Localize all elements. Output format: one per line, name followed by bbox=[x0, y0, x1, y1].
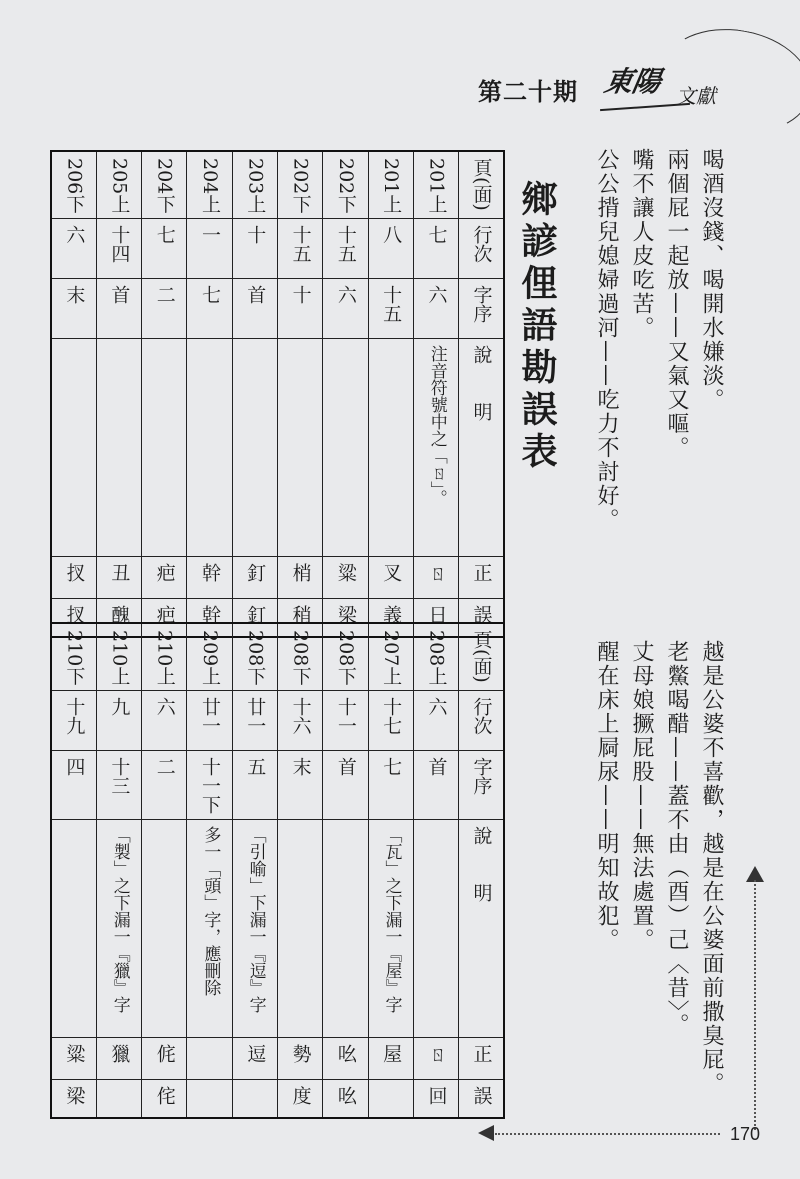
cell-text: 廿一 bbox=[198, 697, 221, 736]
table-header-cell bbox=[459, 691, 504, 751]
table-cell bbox=[277, 279, 322, 339]
table-cell bbox=[187, 751, 232, 820]
saying-top-1: 喝酒沒錢、喝開水嫌淡。 bbox=[699, 148, 724, 412]
table-cell bbox=[142, 151, 187, 219]
table-cell bbox=[51, 557, 96, 599]
cell-text: 注音符號中之「ㄖ」。 bbox=[426, 345, 447, 507]
table-cell bbox=[368, 151, 413, 219]
cell-text: 十 bbox=[289, 285, 312, 305]
table-cell bbox=[323, 623, 368, 691]
cell-text: 「引喻」下漏一『逗』字 bbox=[245, 826, 266, 1014]
table-cell bbox=[96, 623, 141, 691]
cell-text: 度 bbox=[289, 1086, 312, 1106]
table-cell bbox=[323, 1038, 368, 1080]
table-header-cell bbox=[459, 820, 504, 1038]
table-cell bbox=[323, 820, 368, 1038]
cell-text: ㄖ bbox=[425, 563, 448, 583]
cell-text: 末 bbox=[63, 285, 86, 305]
table-cell bbox=[187, 1080, 232, 1118]
cell-text: 十七 bbox=[380, 697, 403, 736]
cell-text: 208下 bbox=[334, 630, 357, 686]
table-cell bbox=[51, 1038, 96, 1080]
cell-text: 206下 bbox=[63, 158, 86, 214]
cell-text: 十六 bbox=[289, 697, 312, 736]
table-cell bbox=[232, 820, 277, 1038]
cell-text: 208下 bbox=[289, 630, 312, 686]
table-cell bbox=[187, 820, 232, 1038]
table-cell bbox=[368, 279, 413, 339]
table-cell bbox=[368, 691, 413, 751]
cell-text: 十三 bbox=[108, 757, 131, 796]
table-cell bbox=[142, 751, 187, 820]
table-cell bbox=[413, 820, 458, 1038]
table-cell bbox=[277, 751, 322, 820]
cell-text: 粱 bbox=[334, 563, 357, 583]
cell-text: 扠 bbox=[63, 563, 86, 583]
table-cell bbox=[232, 623, 277, 691]
journal-logo: 東陽 bbox=[601, 65, 664, 98]
cell-text: 202下 bbox=[289, 158, 312, 214]
table-cell bbox=[413, 151, 458, 219]
header-text: 頁(面) bbox=[470, 158, 493, 211]
cell-text: 十一下 bbox=[198, 757, 221, 815]
header-text: 誤 bbox=[470, 1086, 493, 1106]
logo-arc bbox=[652, 18, 800, 145]
cell-text: 侘 bbox=[153, 1086, 176, 1106]
table-cell bbox=[96, 820, 141, 1038]
cell-text: 201上 bbox=[425, 158, 448, 214]
table-cell bbox=[51, 339, 96, 557]
cell-text: 屋 bbox=[380, 1044, 403, 1064]
table-header-cell bbox=[459, 279, 504, 339]
table-cell bbox=[277, 557, 322, 599]
table-cell bbox=[323, 151, 368, 219]
cell-text: 十五 bbox=[289, 225, 312, 264]
cell-text: 207上 bbox=[380, 630, 403, 686]
table-cell bbox=[413, 557, 458, 599]
cell-text: 侂 bbox=[153, 1044, 176, 1064]
table-cell bbox=[323, 219, 368, 279]
table-cell bbox=[142, 1080, 187, 1118]
cell-text: 幹 bbox=[198, 605, 221, 625]
cell-text: 疤 bbox=[153, 605, 176, 625]
table-cell bbox=[277, 691, 322, 751]
cell-text: 吆 bbox=[334, 1086, 357, 1106]
table-cell bbox=[96, 557, 141, 599]
table-cell bbox=[51, 219, 96, 279]
cell-text: 一 bbox=[198, 225, 221, 245]
header-text: 正 bbox=[470, 1044, 493, 1064]
table-cell bbox=[232, 1080, 277, 1118]
dotted-rule-horizontal bbox=[495, 1133, 720, 1135]
table-row-line bbox=[51, 219, 504, 279]
table-cell bbox=[142, 557, 187, 599]
table-cell bbox=[51, 623, 96, 691]
saying-top-3: 嘴不讓人皮吃苦。 bbox=[629, 148, 654, 340]
table-cell bbox=[323, 1080, 368, 1118]
saying-bottom-1: 越是公婆不喜歡，越是在公婆面前撒臭屁。 bbox=[699, 640, 724, 1096]
cell-text: 逗 bbox=[244, 1044, 267, 1064]
table-cell bbox=[368, 339, 413, 557]
table-cell bbox=[96, 1038, 141, 1080]
table-row-page bbox=[51, 151, 504, 219]
table-row-note bbox=[51, 339, 504, 557]
cell-text: 201上 bbox=[380, 158, 403, 214]
cell-text: 首 bbox=[108, 285, 131, 305]
table-cell bbox=[142, 623, 187, 691]
header-text: 字序 bbox=[470, 285, 493, 324]
errata-table-top bbox=[50, 150, 505, 638]
header-text: 誤 bbox=[470, 605, 493, 625]
table-cell bbox=[368, 751, 413, 820]
cell-text: 粱 bbox=[63, 1044, 86, 1064]
cell-text: 多一「頭」字，應刪除 bbox=[200, 826, 221, 997]
cell-text: 醜 bbox=[108, 605, 131, 625]
table-cell bbox=[232, 339, 277, 557]
arrow-left-icon bbox=[478, 1125, 494, 1141]
header-text: 說 明 bbox=[470, 826, 493, 903]
table-cell bbox=[96, 1080, 141, 1118]
cell-text: ㄖ bbox=[425, 1044, 448, 1064]
table-cell bbox=[368, 820, 413, 1038]
cell-text: 七 bbox=[153, 225, 176, 245]
table-cell bbox=[368, 1038, 413, 1080]
cell-text: 205上 bbox=[108, 158, 131, 214]
cell-text: 疤 bbox=[153, 563, 176, 583]
cell-text: 六 bbox=[334, 285, 357, 305]
errata-table-bottom bbox=[50, 622, 505, 1119]
table-cell bbox=[142, 279, 187, 339]
table-cell bbox=[277, 1080, 322, 1118]
cell-text: 勢 bbox=[289, 1044, 312, 1064]
table-cell bbox=[187, 623, 232, 691]
saying-bottom-2: 老鱉喝醋——蓋不由（酉）己〈昔〉。 bbox=[664, 640, 689, 1037]
table-cell bbox=[51, 691, 96, 751]
cell-text: 209上 bbox=[198, 630, 221, 686]
table-cell bbox=[232, 279, 277, 339]
saying-bottom-3: 丈母娘撅屁股——無法處置。 bbox=[629, 640, 654, 952]
cell-text: 獵 bbox=[108, 1044, 131, 1064]
table-cell bbox=[323, 279, 368, 339]
table-cell bbox=[323, 557, 368, 599]
dotted-rule-vertical bbox=[754, 880, 756, 1130]
cell-text: 梁 bbox=[334, 605, 357, 625]
table-cell bbox=[96, 279, 141, 339]
table-cell bbox=[413, 1080, 458, 1118]
table-header-cell bbox=[459, 557, 504, 599]
table-cell bbox=[96, 339, 141, 557]
table-header-cell bbox=[459, 751, 504, 820]
cell-text: 末 bbox=[289, 757, 312, 777]
table-cell bbox=[187, 339, 232, 557]
cell-text: 208下 bbox=[244, 630, 267, 686]
cell-text: 八 bbox=[380, 225, 403, 245]
table-cell bbox=[413, 623, 458, 691]
cell-text: 幹 bbox=[198, 563, 221, 583]
cell-text: 六 bbox=[425, 285, 448, 305]
cell-text: 202下 bbox=[334, 158, 357, 214]
cell-text: 稍 bbox=[289, 605, 312, 625]
cell-text: 六 bbox=[63, 225, 86, 245]
cell-text: 208上 bbox=[425, 630, 448, 686]
cell-text: 扠 bbox=[63, 605, 86, 625]
saying-bottom-4: 醒在床上屙尿——明知故犯。 bbox=[594, 640, 619, 952]
table-row-page bbox=[51, 623, 504, 691]
cell-text: 九 bbox=[108, 697, 131, 717]
table-cell bbox=[51, 279, 96, 339]
cell-text: 廿一 bbox=[244, 697, 267, 736]
cell-text: 十五 bbox=[334, 225, 357, 264]
table-row-char bbox=[51, 279, 504, 339]
table-cell bbox=[368, 557, 413, 599]
table-cell bbox=[187, 557, 232, 599]
table-row-line bbox=[51, 691, 504, 751]
table-cell bbox=[413, 751, 458, 820]
cell-text: 首 bbox=[334, 757, 357, 777]
page-title: 鄉諺俚語勘誤表 bbox=[516, 180, 558, 474]
cell-text: 204上 bbox=[198, 158, 221, 214]
cell-text: 二 bbox=[153, 757, 176, 777]
table-cell bbox=[232, 1038, 277, 1080]
cell-text: 日 bbox=[425, 605, 448, 625]
table-cell bbox=[232, 219, 277, 279]
table-cell bbox=[323, 339, 368, 557]
table-cell bbox=[232, 691, 277, 751]
table-cell bbox=[142, 1038, 187, 1080]
table-cell bbox=[232, 151, 277, 219]
issue-label: 第二十期 bbox=[478, 77, 578, 106]
header-text: 字序 bbox=[470, 757, 493, 796]
cell-text: 釘 bbox=[244, 605, 267, 625]
cell-text: 十四 bbox=[108, 225, 131, 264]
table-cell bbox=[277, 219, 322, 279]
table-cell bbox=[368, 1080, 413, 1118]
saying-top-2: 兩個屁一起放——又氣又嘔。 bbox=[664, 148, 689, 460]
table-cell bbox=[142, 339, 187, 557]
table-row-note bbox=[51, 820, 504, 1038]
table-cell bbox=[413, 1038, 458, 1080]
cell-text: 十九 bbox=[63, 697, 86, 736]
table-header-cell bbox=[459, 623, 504, 691]
header-text: 行次 bbox=[470, 225, 493, 264]
table-cell bbox=[277, 339, 322, 557]
table-cell bbox=[142, 691, 187, 751]
cell-text: 203上 bbox=[244, 158, 267, 214]
table-row-char bbox=[51, 751, 504, 820]
table-cell bbox=[323, 751, 368, 820]
header-text: 正 bbox=[470, 563, 493, 583]
cell-text: 210上 bbox=[153, 630, 176, 686]
cell-text: 吆 bbox=[334, 1044, 357, 1064]
table-cell bbox=[96, 219, 141, 279]
table-cell bbox=[142, 820, 187, 1038]
table-cell bbox=[368, 623, 413, 691]
cell-text: 叉 bbox=[380, 563, 403, 583]
cell-text: 210上 bbox=[108, 630, 131, 686]
cell-text: 「製」之下漏一『獵』字 bbox=[109, 826, 130, 1014]
table-cell bbox=[187, 691, 232, 751]
table-cell bbox=[96, 691, 141, 751]
cell-text: 二 bbox=[153, 285, 176, 305]
page-header bbox=[0, 0, 800, 140]
cell-text: 四 bbox=[63, 757, 86, 777]
table-cell bbox=[413, 279, 458, 339]
cell-text: 七 bbox=[198, 285, 221, 305]
table-cell bbox=[51, 151, 96, 219]
table-cell bbox=[187, 279, 232, 339]
table-cell bbox=[232, 751, 277, 820]
table-cell bbox=[277, 623, 322, 691]
cell-text: 十五 bbox=[380, 285, 403, 324]
header-text: 頁(面) bbox=[470, 630, 493, 683]
header-text: 行次 bbox=[470, 697, 493, 736]
cell-text: 梢 bbox=[289, 563, 312, 583]
cell-text: 六 bbox=[425, 697, 448, 717]
table-cell bbox=[413, 339, 458, 557]
cell-text: 釘 bbox=[244, 563, 267, 583]
cell-text: 回 bbox=[425, 1086, 448, 1106]
cell-text: 丑 bbox=[108, 563, 131, 583]
table-header-cell bbox=[459, 1080, 504, 1118]
table-cell bbox=[96, 751, 141, 820]
cell-text: 204下 bbox=[153, 158, 176, 214]
table-cell bbox=[187, 1038, 232, 1080]
table-header-cell bbox=[459, 1038, 504, 1080]
table-cell bbox=[277, 151, 322, 219]
table-cell bbox=[51, 1080, 96, 1118]
cell-text: 七 bbox=[425, 225, 448, 245]
table-cell bbox=[187, 151, 232, 219]
table-row-correct bbox=[51, 1038, 504, 1080]
table-header-cell bbox=[459, 339, 504, 557]
cell-text: 「瓦」之下漏一『屋』字 bbox=[381, 826, 402, 1014]
cell-text: 十 bbox=[244, 225, 267, 245]
table-cell bbox=[96, 151, 141, 219]
cell-text: 首 bbox=[244, 285, 267, 305]
cell-text: 六 bbox=[153, 697, 176, 717]
table-cell bbox=[232, 557, 277, 599]
saying-top-4: 公公揹兒媳婦過河——吃力不討好。 bbox=[594, 148, 619, 532]
page-number: 170 bbox=[730, 1124, 761, 1144]
cell-text: 梁 bbox=[63, 1086, 86, 1106]
table-header-cell bbox=[459, 151, 504, 219]
cell-text: 七 bbox=[380, 757, 403, 777]
table-cell bbox=[142, 219, 187, 279]
table-cell bbox=[51, 751, 96, 820]
table-cell bbox=[277, 1038, 322, 1080]
table-row-correct bbox=[51, 557, 504, 599]
journal-logo-sub: 文獻 bbox=[676, 84, 716, 108]
cell-text: 首 bbox=[425, 757, 448, 777]
table-cell bbox=[413, 691, 458, 751]
table-cell bbox=[368, 219, 413, 279]
table-header-cell bbox=[459, 219, 504, 279]
cell-text: 五 bbox=[244, 757, 267, 777]
table-cell bbox=[323, 691, 368, 751]
cell-text: 210下 bbox=[63, 630, 86, 686]
table-cell bbox=[187, 219, 232, 279]
table-row-wrong bbox=[51, 1080, 504, 1118]
table-cell bbox=[413, 219, 458, 279]
table-cell bbox=[51, 820, 96, 1038]
header-text: 說 明 bbox=[470, 345, 493, 422]
table-cell bbox=[277, 820, 322, 1038]
cell-text: 十一 bbox=[334, 697, 357, 736]
cell-text: 義 bbox=[380, 605, 403, 625]
